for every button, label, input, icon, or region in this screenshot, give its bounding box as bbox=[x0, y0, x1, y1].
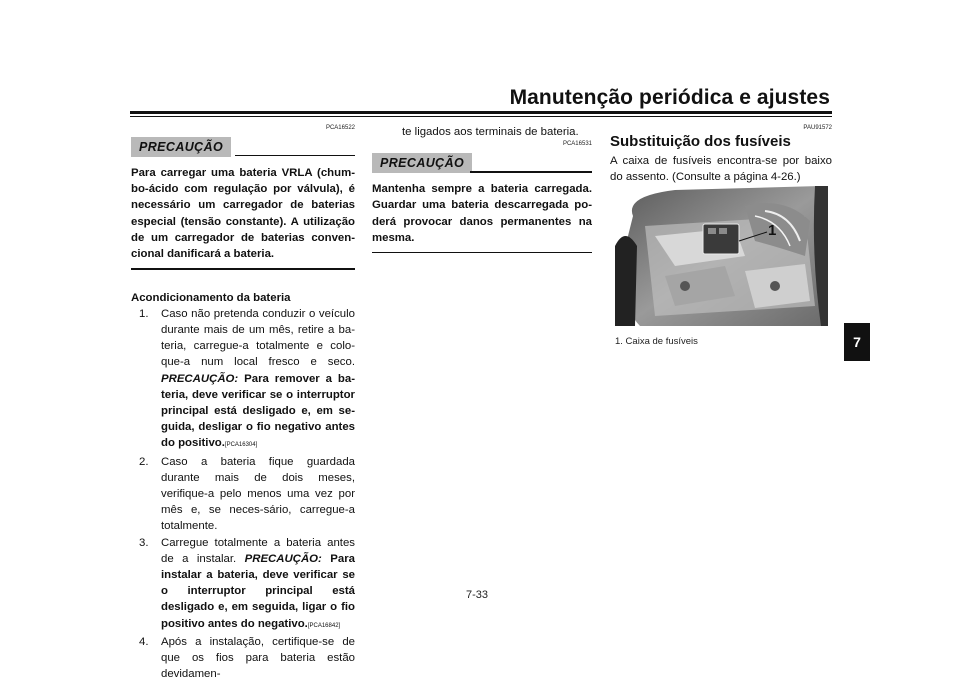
figure-caption: 1. Caixa de fusíveis bbox=[615, 336, 698, 347]
header-rule-thin bbox=[130, 116, 832, 117]
caution-badge: PRECAUÇÃO bbox=[131, 137, 231, 157]
inline-caution-label: PRECAUÇÃO: bbox=[244, 552, 322, 565]
fuse-box-photo bbox=[615, 186, 828, 326]
caution-rule bbox=[235, 155, 355, 156]
reference-code: PCA16531 bbox=[562, 141, 592, 148]
caution-text: Para carregar uma bateria VRLA (chum-bo-ácido com regulação por válvula), é necessário um carregador de baterias especial (tensão constante). A utilização de um carregador de baterias conven-cional danificará a bateria. bbox=[131, 167, 355, 261]
list-item bbox=[131, 535, 355, 634]
step-number: 1. bbox=[139, 307, 149, 320]
column-middle bbox=[372, 124, 592, 253]
step-text: Após a instalação, certifique-se de que os fios para bateria estão devidamen- bbox=[161, 635, 355, 679]
inline-caution-text: Para instalar a bateria, deve verificar se o interruptor principal está desligado e, em seguida, ligar o fio positivo antes do negativo. bbox=[161, 552, 355, 630]
inline-caution-label: PRECAUÇÃO: bbox=[161, 372, 239, 385]
list-item bbox=[131, 454, 355, 535]
caution-header bbox=[372, 151, 592, 175]
caution-rule bbox=[470, 171, 592, 172]
step-number: 2. bbox=[139, 455, 149, 468]
reference-code: PCA16522 bbox=[325, 125, 355, 131]
list-item bbox=[131, 306, 355, 454]
inline-code: [PCA16842] bbox=[307, 622, 341, 629]
step-number: 4. bbox=[139, 635, 149, 648]
column-left bbox=[131, 124, 355, 679]
section-paragraph: A caixa de fusíveis encontra-se por baixo do assento. (Consulte a página 4-26.) bbox=[610, 155, 832, 184]
caution-badge: PRECAUÇÃO bbox=[372, 153, 472, 173]
column-right bbox=[610, 124, 832, 185]
chapter-tab[interactable]: 7 bbox=[844, 323, 870, 361]
caution-end-rule bbox=[372, 252, 592, 253]
header-rule bbox=[130, 111, 832, 114]
caution-header bbox=[131, 135, 355, 159]
step-number: 3. bbox=[139, 536, 149, 549]
list-item bbox=[131, 634, 355, 679]
page-header-title: Manutenção periódica e ajustes bbox=[509, 86, 830, 109]
section-subheading: Acondicionamento da bateria bbox=[131, 291, 291, 304]
page-number: 7-33 bbox=[466, 589, 489, 601]
reference-code: PAU91572 bbox=[803, 125, 832, 131]
step-text: Caso a bateria fique guardada durante mais de dois meses, verifique-a pelo menos uma vez por mês e, se neces-sário, carregue-a totalmente. bbox=[161, 455, 355, 533]
step-text: Carregue totalmente a bateria antes de a instalar. bbox=[161, 536, 355, 565]
inline-caution-text: Para remover a ba-teria, deve verificar se o interruptor principal está desligado e, em se-guida, desligar o fio negativo antes do positivo. bbox=[161, 372, 356, 450]
inline-code: [PCA16304] bbox=[224, 442, 258, 449]
caution-end-rule bbox=[131, 268, 355, 269]
steps-list bbox=[131, 306, 355, 679]
step-text: Caso não pretenda conduzir o veículo durante mais de um mês, retire a ba-teria, carregue-a totalmente e colo-que-a num local fresco e seco. bbox=[161, 307, 355, 369]
fuse-box-illustration bbox=[615, 186, 828, 326]
continued-text: te ligados aos terminais de bateria. bbox=[402, 126, 579, 138]
section-title: Substituição dos fusíveis bbox=[610, 133, 791, 150]
callout-number: 1 bbox=[768, 222, 777, 239]
caution-text: Mantenha sempre a bateria carregada. Guardar uma bateria descarregada po-derá provocar danos permanentes na mesma. bbox=[372, 183, 592, 244]
